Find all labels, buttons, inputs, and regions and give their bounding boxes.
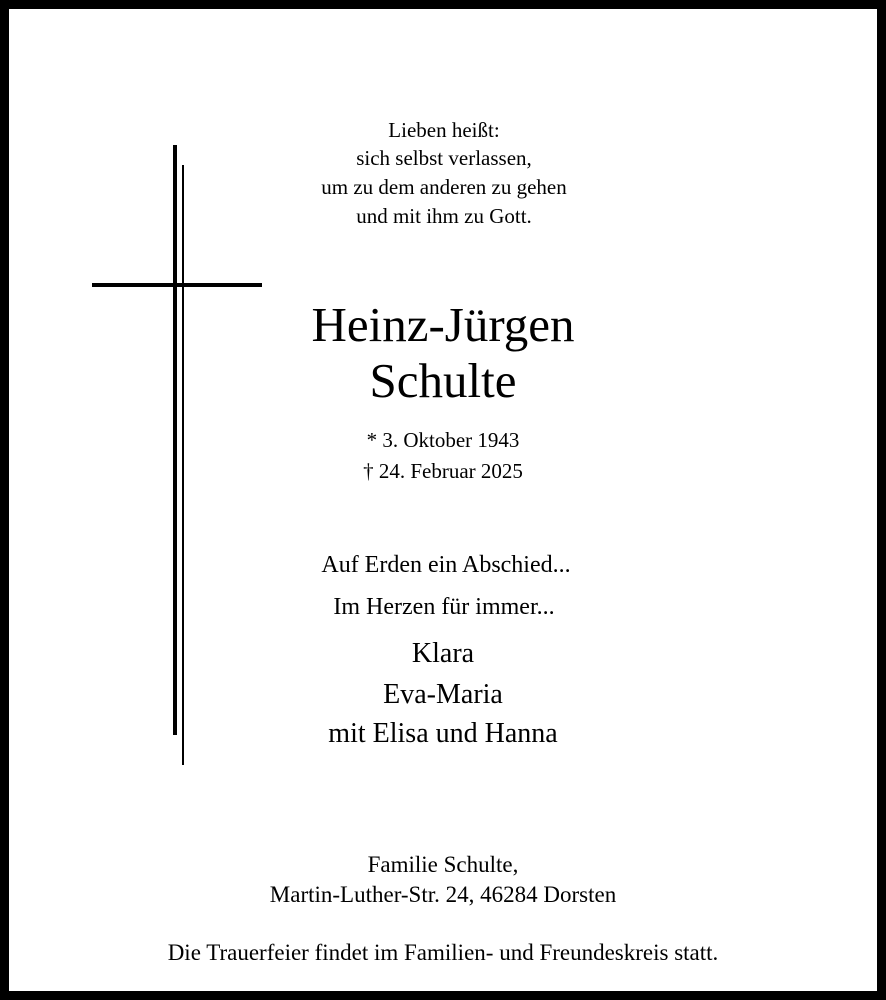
motto-line-4: und mit ihm zu Gott.	[356, 204, 532, 228]
relative-grandchildren: mit Elisa und Hanna	[328, 718, 558, 749]
cross-icon-crossbar	[92, 283, 262, 287]
birth-date: * 3. Oktober 1943	[366, 428, 520, 452]
relative-klara: Klara	[411, 638, 475, 669]
family-address: Martin-Luther-Str. 24, 46284 Dorsten	[269, 882, 617, 907]
deceased-first-name: Heinz-Jürgen	[311, 297, 575, 352]
farewell-line-2: Im Herzen für immer...	[333, 594, 555, 620]
funeral-notice: Die Trauerfeier findet im Familien- und Freundeskreis statt.	[167, 940, 719, 965]
deceased-last-name: Schulte	[369, 353, 517, 408]
farewell-line-1: Auf Erden ein Abschied...	[321, 552, 571, 578]
motto-line-3: um zu dem anderen zu gehen	[321, 175, 567, 199]
death-date: † 24. Februar 2025	[363, 459, 523, 483]
relative-eva-maria: Eva-Maria	[383, 679, 503, 710]
motto-line-1: Lieben heißt:	[388, 118, 500, 142]
family-name: Familie Schulte,	[367, 852, 519, 877]
motto-line-2: sich selbst verlassen,	[356, 146, 532, 170]
